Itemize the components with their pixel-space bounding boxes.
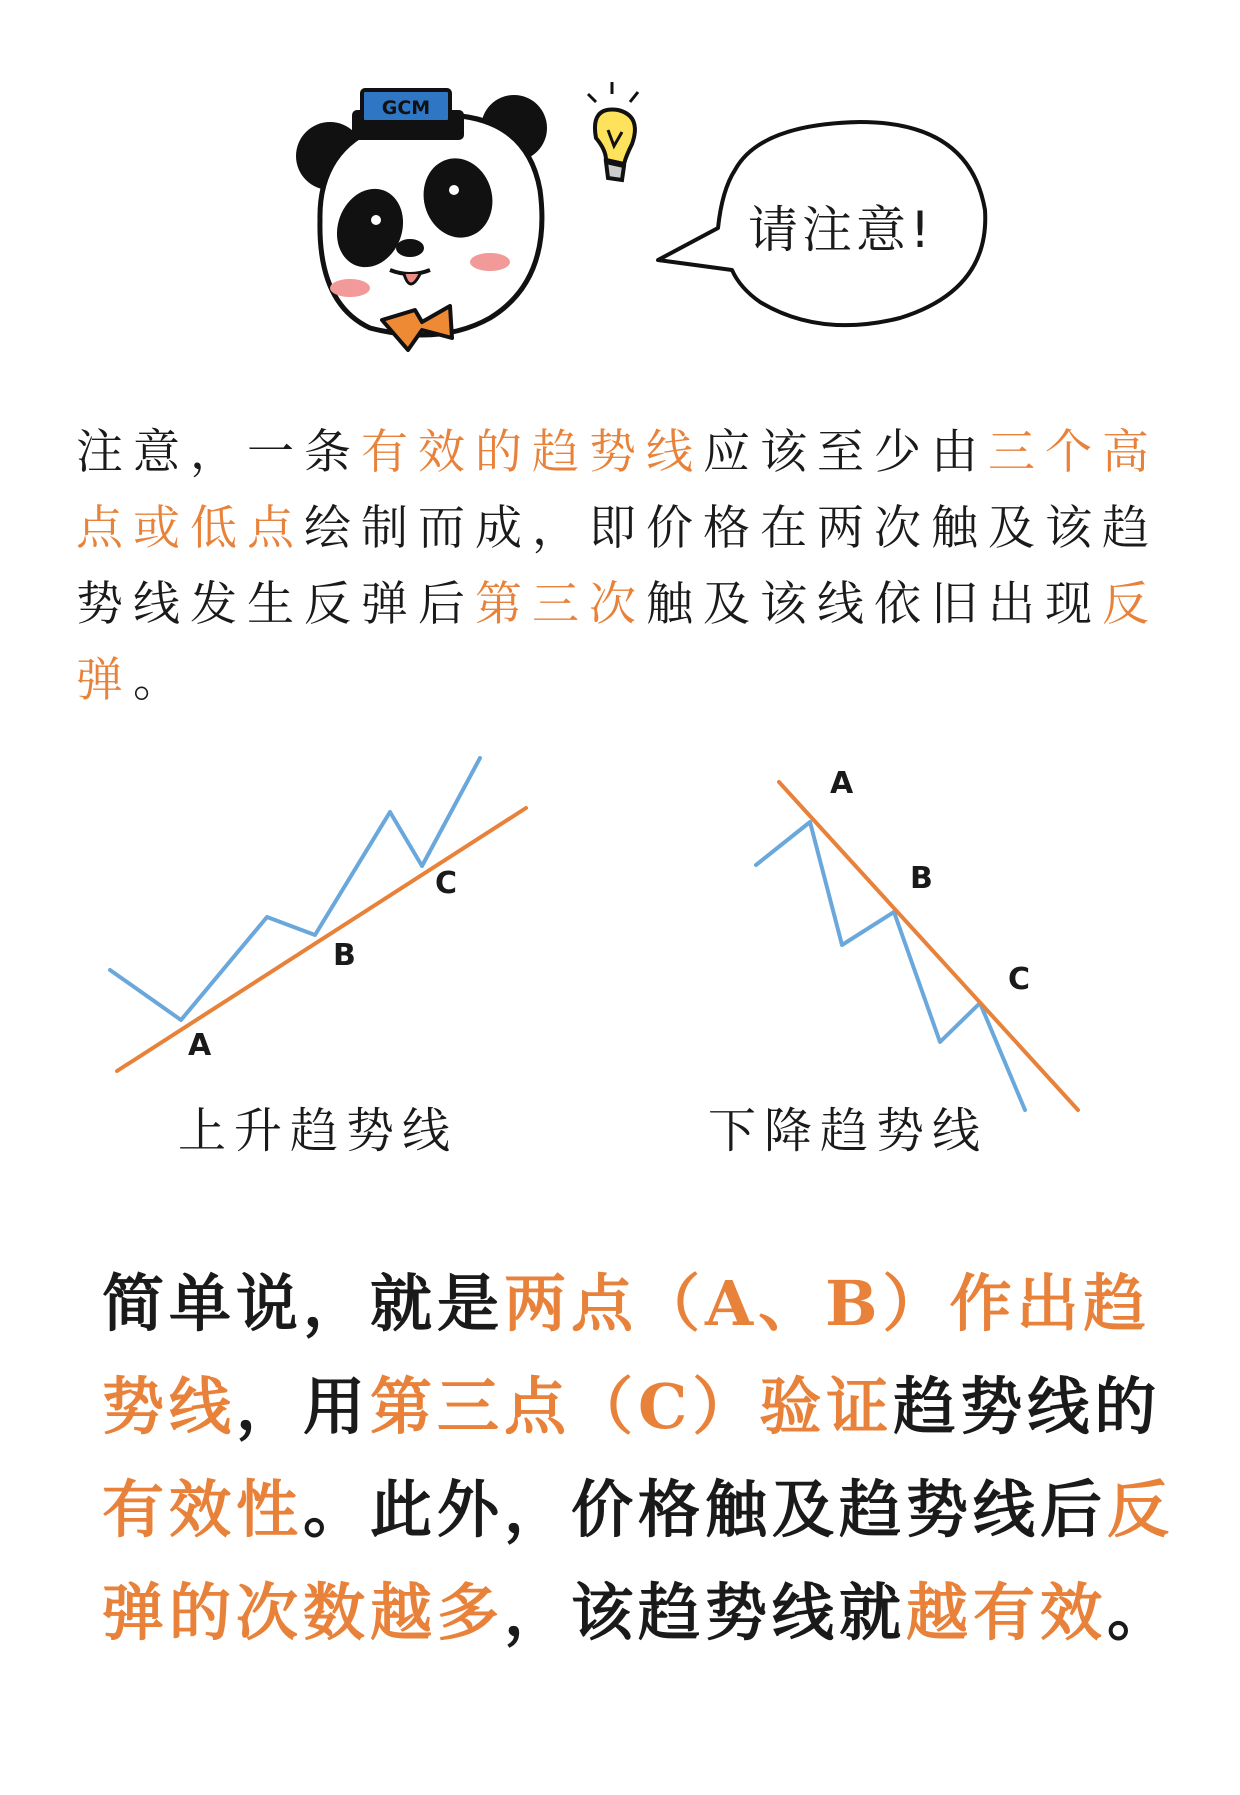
point-label-b: B bbox=[333, 938, 356, 973]
summary-text-4: 趋势线的 bbox=[893, 1370, 1162, 1443]
intro-highlight-3: 三个高点或低点 bbox=[76, 425, 1159, 556]
downtrend-caption: 下降趋势线 bbox=[708, 1103, 989, 1159]
summary-text-6: 。此外，价格触及趋势线后 bbox=[303, 1473, 1108, 1546]
downtrend-chart bbox=[756, 766, 1078, 1110]
intro-text-2: 应该至少由 bbox=[703, 425, 988, 480]
hat-logo-text: GCM bbox=[381, 97, 431, 119]
bulb-glass bbox=[595, 110, 635, 164]
bulb-base bbox=[606, 162, 624, 180]
intro-text-4: 绘制而成，即价格在两次触及该趋势线发生反弹后 bbox=[76, 501, 1159, 632]
summary-highlight-3: 第三点（C）验证 bbox=[370, 1370, 894, 1443]
intro-highlight-7: 反弹 bbox=[76, 577, 1159, 708]
intro-text-6: 触及该线依旧出现 bbox=[646, 577, 1102, 632]
intro-paragraph bbox=[76, 415, 1166, 719]
intro-highlight-5: 第三次 bbox=[475, 577, 646, 632]
panda-mascot bbox=[290, 70, 580, 360]
uptrend-caption: 上升趋势线 bbox=[178, 1103, 459, 1159]
summary-paragraph bbox=[102, 1252, 1182, 1664]
summary-highlight-7: 反弹的次数越多 bbox=[102, 1473, 1175, 1649]
summary-text-0: 简单说，就是 bbox=[102, 1267, 505, 1340]
intro-highlight-1: 有效的趋势线 bbox=[361, 425, 703, 480]
summary-text-8: ，该趋势线就 bbox=[504, 1576, 907, 1649]
panda-right-eye-shine bbox=[449, 185, 459, 195]
uptrend-chart bbox=[110, 758, 526, 1071]
point-label-b: B bbox=[910, 861, 933, 896]
summary-highlight-9: 越有效 bbox=[906, 1576, 1108, 1649]
point-label-a: A bbox=[830, 766, 854, 801]
speech-bubble-text: 请注意! bbox=[748, 201, 935, 259]
summary-highlight-5: 有效性 bbox=[102, 1473, 304, 1546]
panda-left-cheek bbox=[330, 279, 370, 297]
trend-line bbox=[117, 808, 526, 1071]
summary-text-10: 。 bbox=[1107, 1576, 1175, 1649]
trend-line bbox=[779, 782, 1078, 1110]
intro-text-0: 注意，一条 bbox=[76, 425, 361, 480]
price-line bbox=[110, 758, 480, 1020]
summary-text-2: ，用 bbox=[236, 1370, 371, 1443]
point-label-c: C bbox=[435, 866, 458, 901]
panda-left-eye-shine bbox=[371, 215, 381, 225]
panda-right-cheek bbox=[470, 253, 510, 271]
light-bulb-icon bbox=[580, 80, 650, 200]
trendline-diagrams bbox=[0, 730, 1240, 1150]
summary-highlight-1: 两点（A、B）作出趋势线 bbox=[102, 1267, 1151, 1443]
intro-text-8: 。 bbox=[133, 653, 190, 708]
point-label-a: A bbox=[188, 1028, 212, 1063]
price-line bbox=[756, 822, 1025, 1110]
panda-nose bbox=[396, 239, 424, 257]
point-label-c: C bbox=[1008, 962, 1031, 997]
